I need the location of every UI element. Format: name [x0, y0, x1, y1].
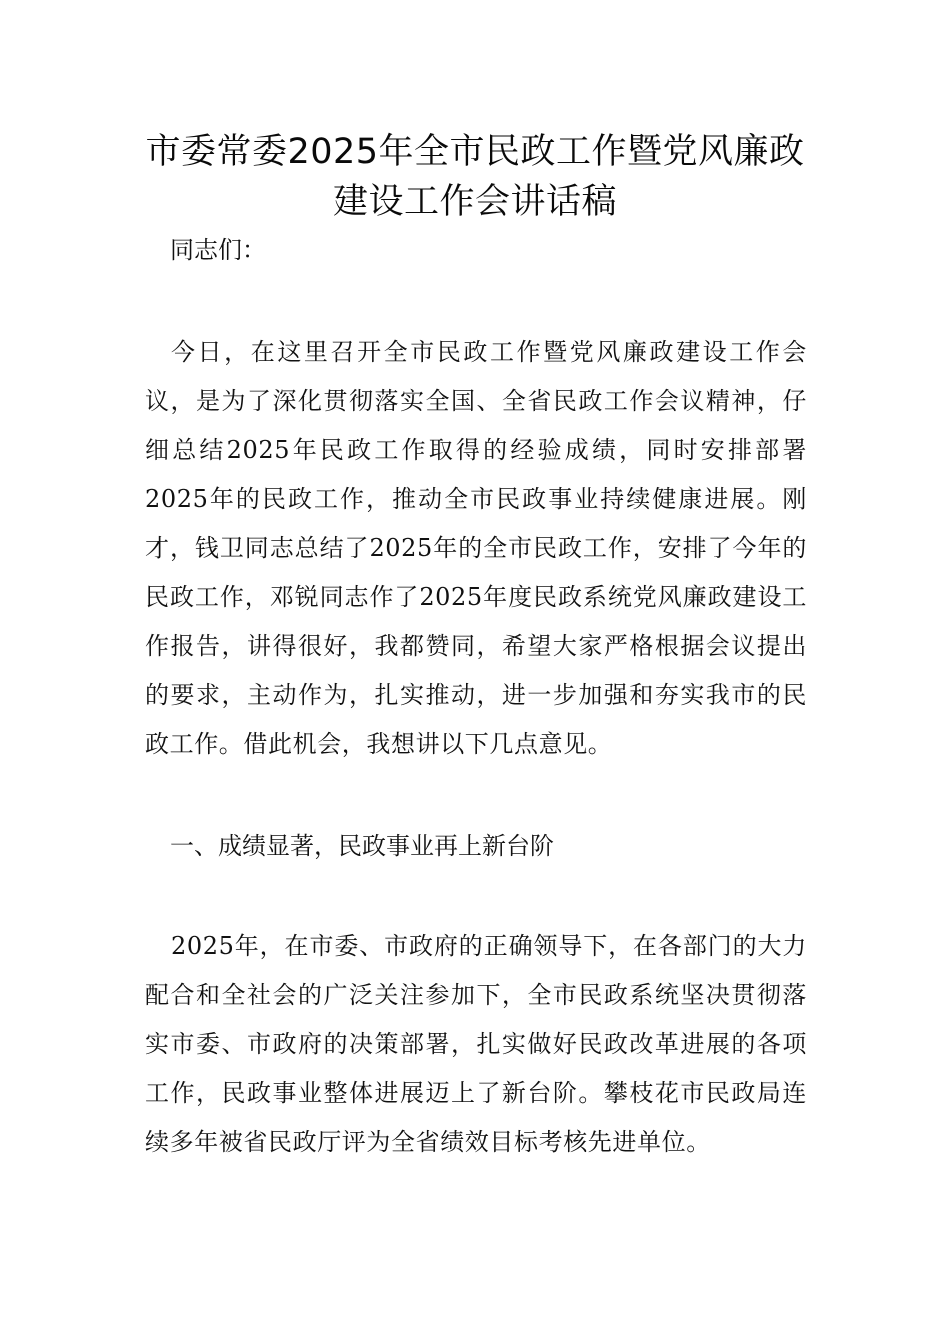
document-title-line-1: 市委常委2025年全市民政工作暨党风廉政 [145, 132, 805, 172]
document-title-line-2: 建设工作会讲话稿 [332, 182, 617, 222]
paragraph-section-1: 2025年，在市委、市政府的正确领导下，在各部门的大力配合和全社会的广泛关注参加下，全市民政系统坚决贯彻落实市委、市政府的决策部署，扎实做好民政改革进展的各项工作，民政事业整体进展迈上了新台阶。攀枝花市民政局连续多年被省民政厅评为全省绩效目标考核先进单位。 [145, 932, 807, 1156]
salutation: 同志们： [170, 236, 266, 264]
section-heading-1: 一、成绩显著，民政事业再上新台阶 [170, 832, 554, 860]
paragraph-intro: 今日，在这里召开全市民政工作暨党风廉政建设工作会议，是为了深化贯彻落实全国、全省民政工作会议精神，仔细总结2025年民政工作取得的经验成绩，同时安排部署2025年的民政工作，推动全市民政事业持续健康进展。刚才，钱卫同志总结了2025年的全市民政工作，安排了今年的民政工作，邓锐同志作了2025年度民政系统党风廉政建设工作报告，讲得很好，我都赞同，希望大家严格根据会议提出的要求，主动作为，扎实推动，进一步加强和夯实我市的民政工作。借此机会，我想讲以下几点意见。 [145, 338, 807, 758]
